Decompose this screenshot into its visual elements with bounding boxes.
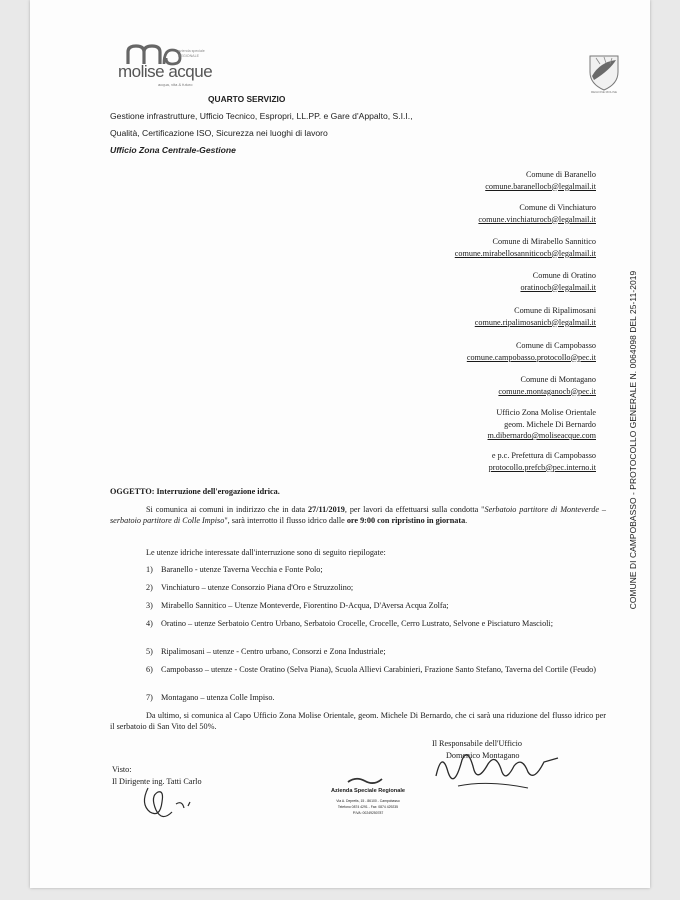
regional-crest-icon	[584, 50, 624, 94]
intro-text-d: .	[465, 516, 468, 526]
list-number: 3)	[146, 601, 153, 610]
list-number: 5)	[146, 647, 153, 656]
pipeline-name: Serbatoio partitore di Monteverde – serbatoio partitore di Colle Impiso	[110, 505, 606, 526]
paragraph-intro	[110, 504, 606, 527]
document-page	[30, 0, 650, 888]
list-number: 2)	[146, 583, 153, 592]
recipient-orientale	[488, 407, 596, 442]
recipient-name: Comune di Campobasso	[515, 341, 596, 350]
recipient-name: e p.c. Prefettura di Campobasso	[491, 451, 596, 460]
recipient-ripalimosani	[475, 305, 596, 328]
logo-word: molise acque	[118, 62, 213, 81]
responsabile-signature-icon	[418, 742, 568, 802]
intro-text-b: , per lavori da effettuarsi sulla condotta "	[344, 505, 485, 514]
list-item	[146, 646, 606, 657]
recipient-email[interactable]: comune.campobasso.protocollo@pec.it	[466, 352, 596, 362]
interruption-time: ore 9:00 con ripristino in giornata	[346, 516, 466, 526]
visto-label: Visto:	[112, 765, 132, 774]
footer-vat: P.IVA: 00249250787	[352, 811, 384, 815]
recipient-email[interactable]: comune.vinchiaturocb@legalmail.it	[478, 214, 596, 224]
list-number: 7)	[146, 693, 153, 702]
logo-sub1: azienda speciale	[178, 49, 205, 53]
list-item	[146, 582, 606, 593]
recipient-prefettura	[489, 450, 596, 473]
service-title: QUARTO SERVIZIO	[208, 94, 286, 104]
list-text: Oratino – utenze Serbatoio Centro Urbano, Serbatoio Crocelle, Crocelle, Cerro Lustrato, Selvone e Pisciaturo Mascioli;	[161, 619, 553, 628]
header-line2: Qualità, Certificazione ISO, Sicurezza nei luoghi di lavoro	[110, 128, 328, 138]
responsabile-name: Domenico Montagano	[446, 751, 520, 760]
paragraph-users: Le utenze idriche interessate dall'interruzione sono di seguito riepilogate:	[146, 548, 386, 557]
dirigente-signature-icon	[132, 782, 202, 824]
recipient-office: Ufficio Zona Molise Orientale	[496, 408, 596, 417]
protocol-stamp-text: COMUNE DI CAMPOBASSO - PROTOCOLLO GENERALE N. 0064098 DEL 25-11-2019	[628, 270, 638, 609]
list-number: 4)	[146, 619, 153, 628]
recipient-name: Comune di Baranello	[525, 170, 596, 179]
recipient-campobasso	[467, 340, 596, 363]
recipient-email[interactable]: comune.montaganocb@pec.it	[498, 386, 596, 396]
list-number: 1)	[146, 565, 153, 574]
logo-sub2: REGIONALE	[178, 54, 199, 58]
svg-text:REGIONE MOLISE: REGIONE MOLISE	[590, 90, 618, 94]
header-line1: Gestione infrastrutture, Ufficio Tecnico, Espropri, LL.PP. e Gare d'Appalto, S.I.I.,	[110, 111, 413, 121]
recipient-email[interactable]: comune.baranellocb@legalmail.it	[485, 181, 596, 191]
footer-address: Via A. Depretis, 15 - 86100 - Campobasso	[336, 799, 400, 803]
responsabile-title: Il Responsabile dell'Ufficio	[432, 739, 523, 748]
list-text: Vinchiaturo – utenze Consorzio Piana d'Oro e Struzzolino;	[161, 583, 354, 592]
logo-tagline: acqua, vita & futuro	[158, 82, 193, 87]
list-text: Baranello - utenze Taverna Vecchia e Fonte Polo;	[161, 565, 323, 574]
office-name: Ufficio Zona Centrale-Gestione	[110, 145, 236, 155]
recipient-email[interactable]: protocollo.prefcb@pec.interno.it	[488, 462, 596, 472]
recipient-oratino	[520, 270, 596, 293]
list-item	[146, 692, 606, 703]
recipient-person: geom. Michele Di Bernardo	[504, 419, 596, 429]
list-text: Ripalimosani – utenze - Centro urbano, Consorzi e Zona Industriale;	[161, 647, 386, 656]
list-text: Campobasso – utenze - Coste Oratino (Selva Piana), Scuola Allievi Carabinieri, Frazione Santo Stefano, Taverna del Cortile (Feudo)	[161, 665, 596, 674]
list-text: Montagano – utenza Colle Impiso.	[161, 693, 275, 702]
footer-company: Azienda Speciale Regionale	[331, 788, 405, 794]
protocol-stamp	[625, 262, 641, 617]
list-item	[146, 564, 606, 575]
intro-text-c: ", sarà interrotto il flusso idrico dalle	[224, 516, 347, 526]
recipient-name: Comune di Ripalimosani	[514, 306, 596, 315]
list-text: Mirabello Sannitico – Utenze Monteverde, Fiorentino D-Acqua, D'Aversa Acqua Zolfa;	[161, 601, 449, 610]
footer-logo-icon	[346, 776, 384, 786]
recipient-name: Comune di Oratino	[532, 271, 596, 280]
list-number: 6)	[146, 665, 153, 674]
list-item	[146, 618, 606, 629]
footer-phone: Telefono 0874 4291 - Fax: 0874 429235	[337, 805, 399, 809]
interruption-date: 27/11/2019	[308, 505, 345, 514]
recipient-email[interactable]: comune.mirabellosanniticocb@legalmail.it	[454, 248, 596, 258]
recipient-email[interactable]: comune.ripalimosanicb@legalmail.it	[474, 317, 596, 327]
recipient-email[interactable]: m.dibernardo@moliseacque.com	[487, 431, 596, 440]
list-item	[146, 664, 606, 675]
recipient-name: Comune di Mirabello Sannitico	[492, 237, 596, 246]
recipient-mirabello	[455, 236, 596, 259]
recipient-name: Comune di Vinchiaturo	[519, 203, 596, 212]
recipient-montagano	[498, 374, 596, 397]
intro-text-a: Si comunica ai comuni in indirizzo che in data	[146, 505, 309, 514]
recipient-baranello	[485, 169, 596, 192]
paragraph-closing: Da ultimo, si comunica al Capo Ufficio Zona Molise Orientale, geom. Michele Di Bernardo, che ci sarà una riduzione del flusso idrico per il serbatoio di San Vito del 50%.	[110, 711, 606, 732]
molise-acque-logo	[118, 44, 238, 90]
recipient-vinchiaturo	[478, 202, 596, 225]
list-item	[146, 600, 606, 611]
recipient-name: Comune di Montagano	[520, 375, 596, 384]
recipient-email[interactable]: oratinocb@legalmail.it	[520, 282, 596, 292]
dirigente-name: Il Dirigente ing. Tatti Carlo	[112, 777, 202, 786]
subject-line: OGGETTO: Interruzione dell'erogazione idrica.	[110, 487, 280, 496]
